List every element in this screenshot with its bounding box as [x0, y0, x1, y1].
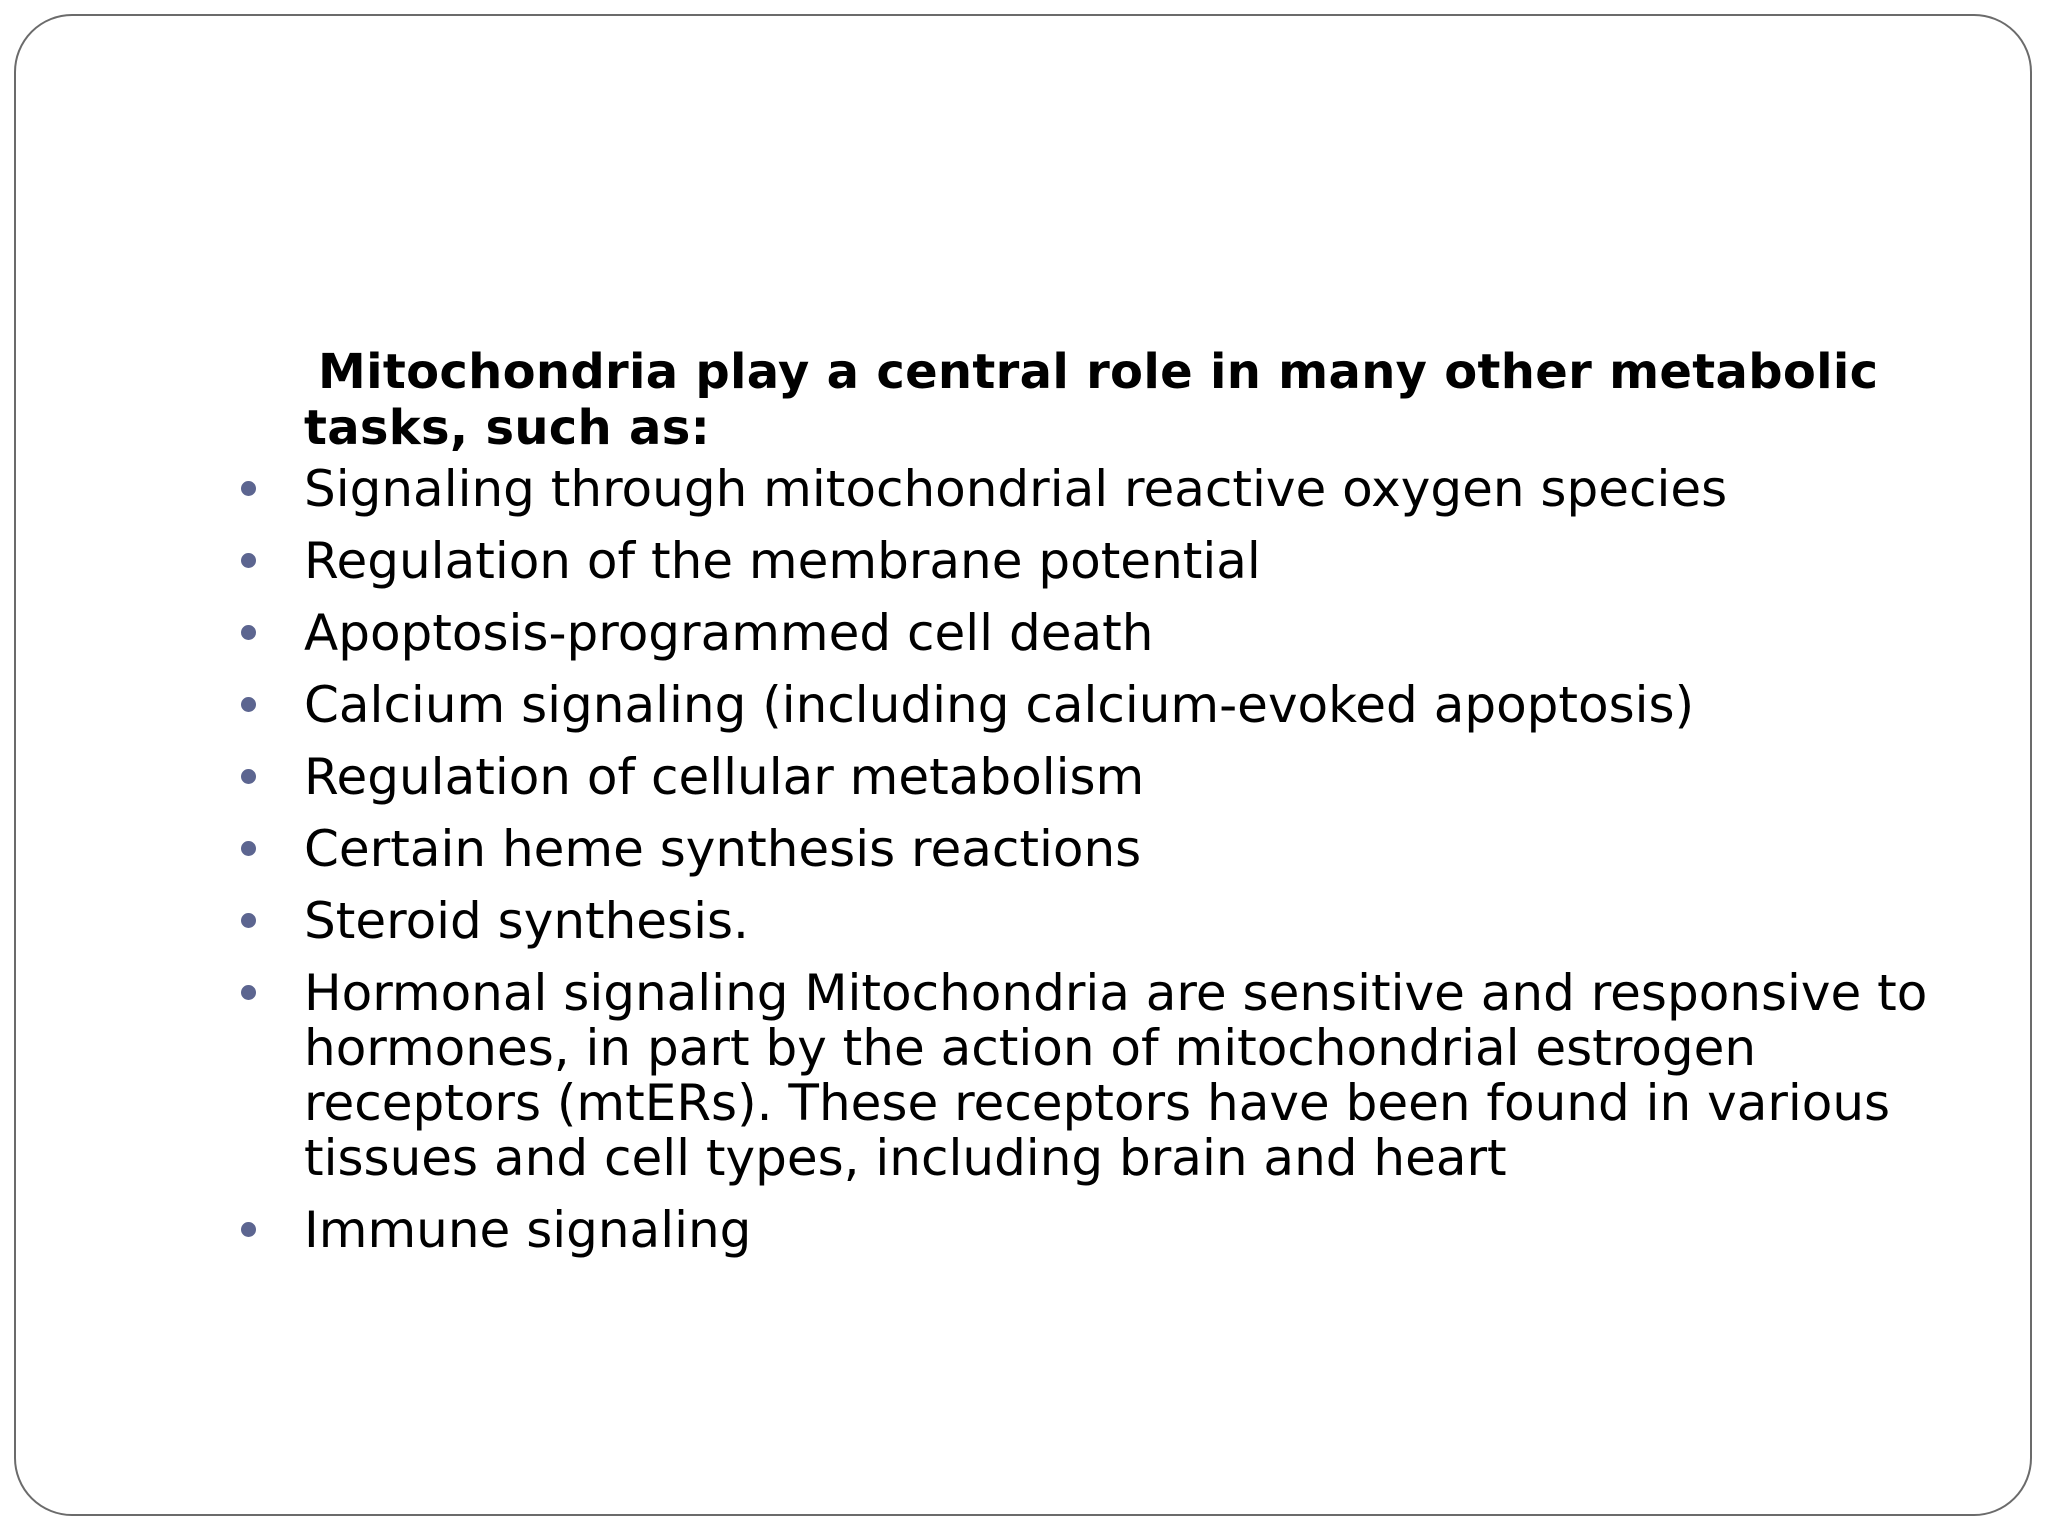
- list-item-text: Apoptosis-programmed cell death: [304, 604, 1154, 662]
- list-item: [304, 894, 1944, 949]
- bullet-dot-icon: [241, 841, 256, 856]
- slide-frame: [14, 14, 2032, 1516]
- list-item: [304, 534, 1944, 589]
- list-item-text: Regulation of cellular metabolism: [304, 748, 1145, 806]
- list-item-text: Regulation of the membrane potential: [304, 532, 1261, 590]
- slide-content: [304, 344, 1944, 1275]
- bullet-dot-icon: [241, 625, 256, 640]
- list-item-text: Certain heme synthesis reactions: [304, 820, 1142, 878]
- list-item: [304, 1203, 1944, 1258]
- bullet-dot-icon: [241, 553, 256, 568]
- task-list: [304, 462, 1944, 1258]
- bullet-dot-icon: [241, 481, 256, 496]
- bullet-dot-icon: [241, 697, 256, 712]
- list-item-text: Calcium signaling (including calcium-evoked apoptosis): [304, 676, 1695, 734]
- bullet-dot-icon: [241, 913, 256, 928]
- bullet-dot-icon: [241, 985, 256, 1000]
- bullet-dot-icon: [241, 769, 256, 784]
- list-item: [304, 966, 1944, 1186]
- bullet-dot-icon: [241, 1222, 256, 1237]
- list-item: [304, 462, 1944, 517]
- list-item: [304, 606, 1944, 661]
- list-item: [304, 822, 1944, 877]
- list-item-text: Steroid synthesis.: [304, 892, 749, 950]
- list-item: [304, 750, 1944, 805]
- list-item-text: Hormonal signaling Mitochondria are sensitive and responsive to hormones, in part by the action of mitochondrial estrogen receptors (mtERs). These receptors have been found in various tissues and cell types, including brain and heart: [304, 964, 1928, 1187]
- list-item: [304, 678, 1944, 733]
- intro-text: Mitochondria play a central role in many other metabolic tasks, such as:: [304, 344, 1879, 456]
- list-item-text: Signaling through mitochondrial reactive oxygen species: [304, 460, 1728, 518]
- list-item-text: Immune signaling: [304, 1201, 752, 1259]
